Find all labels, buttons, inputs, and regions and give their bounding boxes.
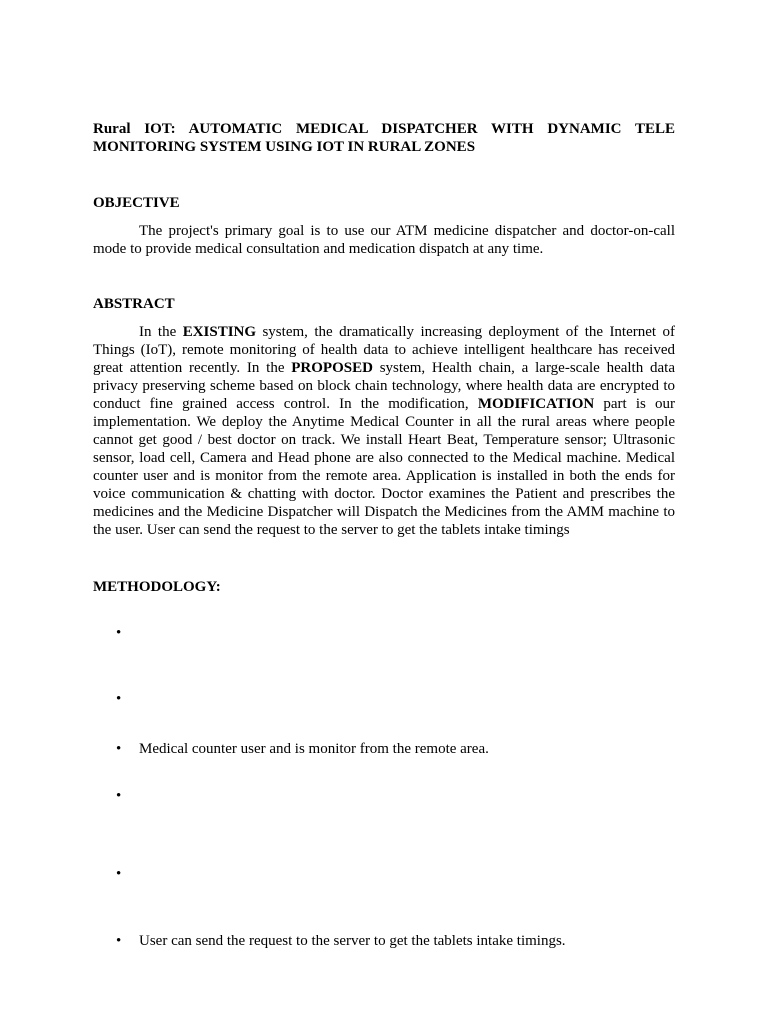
bullet-icon: • <box>116 933 122 949</box>
methodology-list-item <box>116 865 676 885</box>
methodology-heading: METHODOLOGY: <box>93 579 221 595</box>
objective-heading: OBJECTIVE <box>93 195 180 211</box>
abstract-text-4: part is our implementation. We deploy the Anytime Medical Counter in all the rural areas where people cannot get good / best doctor on track. We install Heart Beat, Temperature sensor; Ultrasonic sensor, load cell, Camera and Head phone are also connected to the Medical machine. Medical counter user and is monitor from the remote area. Application is installed in both the ends for voice communication & chatting with doctor. Doctor examines the Patient and prescribes the medicines and the Medicine Dispatcher will Dispatch the Medicines from the AMM machine to the user. User can send the request to the server to get the tablets intake timings <box>93 396 675 538</box>
abstract-modification-keyword: MODIFICATION <box>477 396 595 412</box>
objective-paragraph: The project's primary goal is to use our ATM medicine dispatcher and doctor-on-call mode to provide medical consultation and medication dispatch at any time. <box>93 223 675 257</box>
document-title: Rural IOT: AUTOMATIC MEDICAL DISPATCHER WITH DYNAMIC TELE MONITORING SYSTEM USING IOT IN RURAL ZONES <box>93 121 675 155</box>
abstract-paragraph <box>93 323 675 539</box>
abstract-proposed-keyword: PROPOSED <box>291 360 373 376</box>
abstract-existing-keyword: EXISTING <box>182 324 257 340</box>
abstract-heading: ABSTRACT <box>93 296 175 312</box>
bullet-icon: • <box>116 741 122 757</box>
bullet-icon: • <box>116 625 122 641</box>
methodology-list-item <box>116 740 676 760</box>
abstract-text-1: In the <box>139 324 183 340</box>
abstract-text-2: system, the dramatically increasing deployment of the Internet of Things (IoT), remote monitoring of health data to achieve intelligent healthcare has received great attention recently. In the <box>93 324 676 376</box>
methodology-list-item <box>116 690 676 710</box>
bullet-icon: • <box>116 691 122 707</box>
methodology-item-text: User can send the request to the server to get the tablets intake timings. <box>139 933 566 949</box>
methodology-item-text: Medical counter user and is monitor from the remote area. <box>139 741 489 757</box>
methodology-list-item <box>116 624 676 644</box>
methodology-list-item <box>116 932 676 952</box>
abstract-text-3: system, Health chain, a large-scale health data privacy preserving scheme based on block chain technology, where health data are encrypted to conduct fine grained access control. In the modification, <box>93 360 675 412</box>
methodology-list-item <box>116 787 676 807</box>
bullet-icon: • <box>116 788 122 804</box>
bullet-icon: • <box>116 866 122 882</box>
